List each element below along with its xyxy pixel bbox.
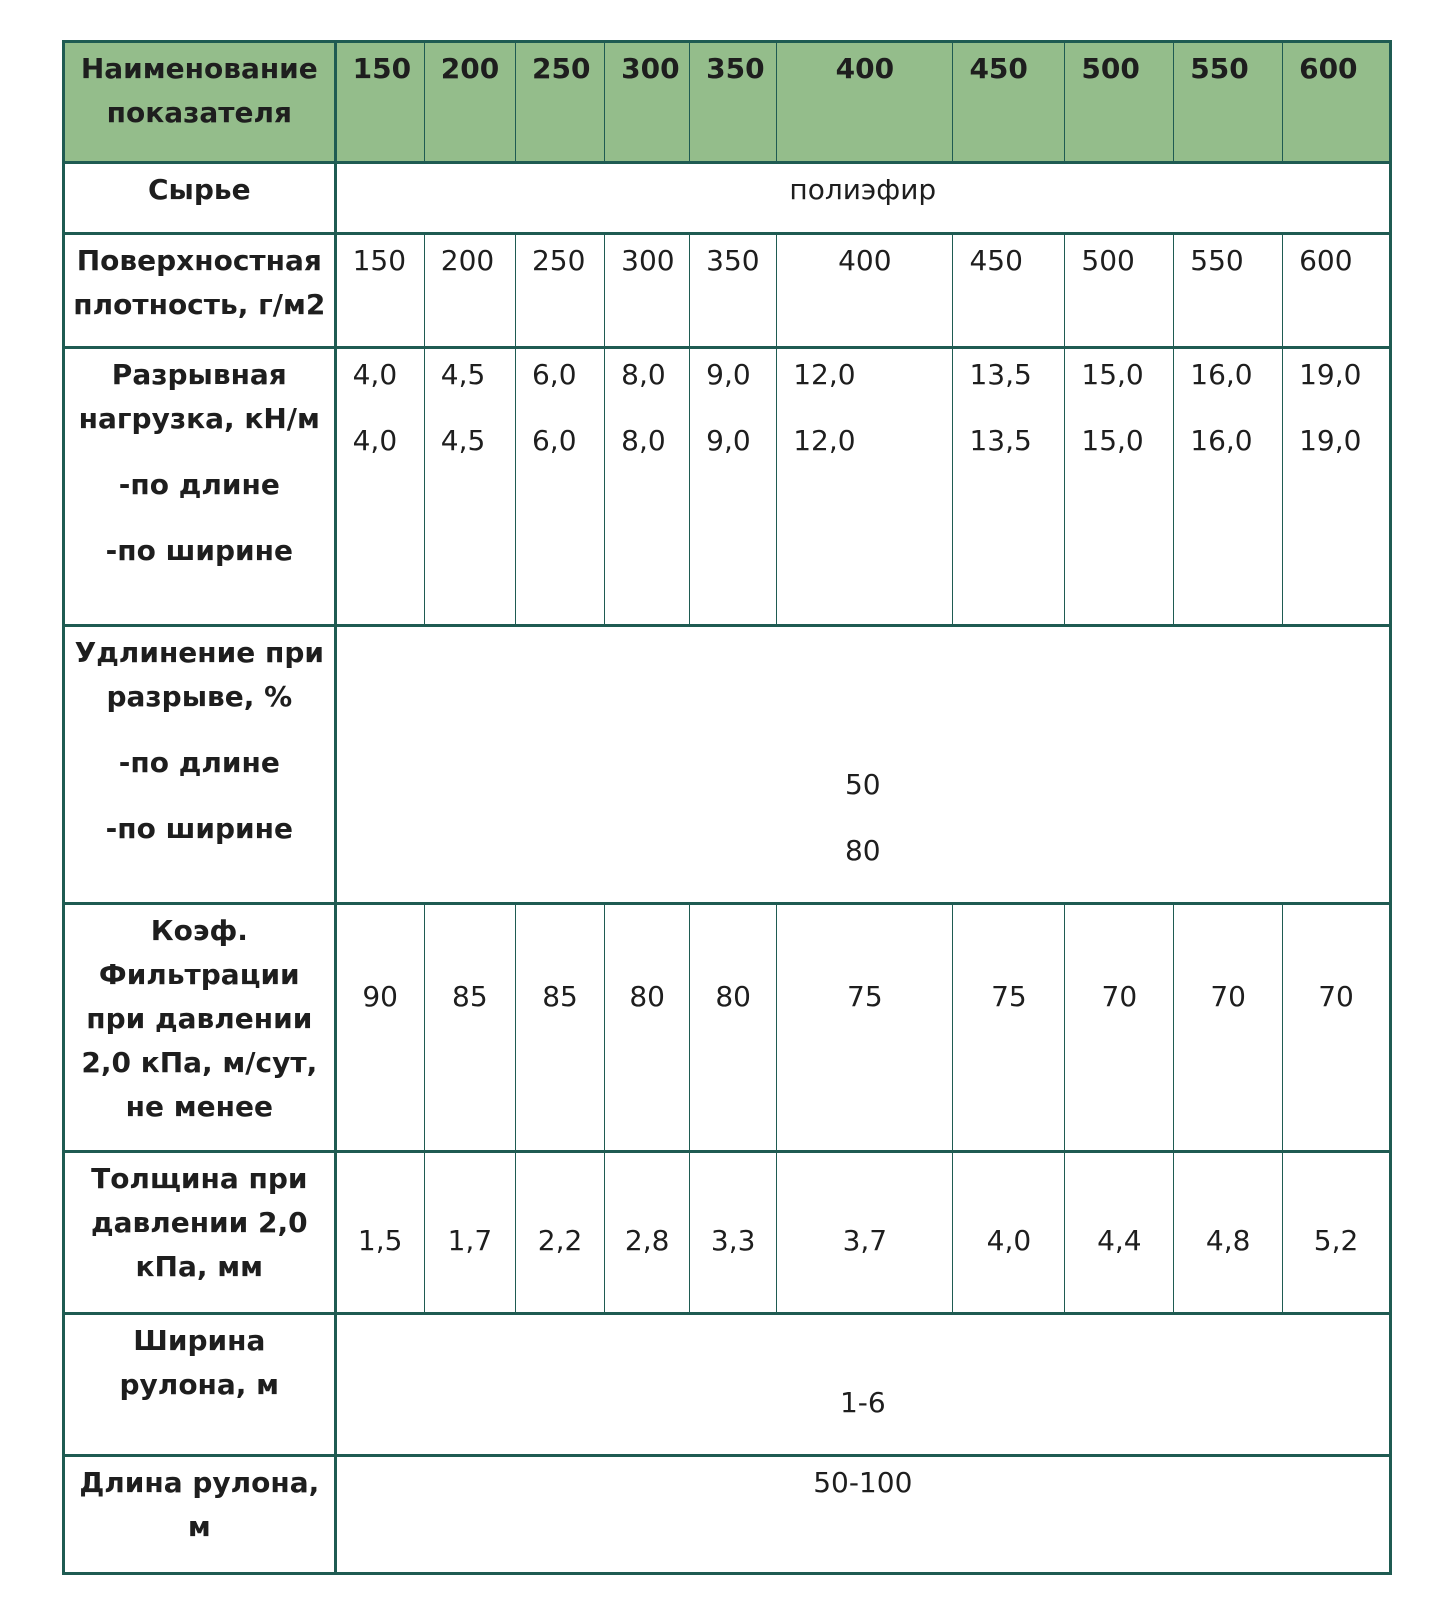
row-breaking-load (64, 348, 1391, 626)
header-label-cell: Наименование показателя (64, 42, 336, 163)
table-cell: 16,0 16,0 (1174, 348, 1283, 626)
table-cell: 9,0 9,0 (690, 348, 777, 626)
header-col: 400 (777, 42, 953, 163)
raw-material-value: полиэфир (335, 163, 1390, 234)
table-cell: 4,0 (953, 1152, 1065, 1314)
row-label: Длина рулона, м (64, 1456, 336, 1574)
roll-width-value: 1-6 (335, 1314, 1390, 1456)
table-cell: 300 (605, 234, 690, 348)
row-roll-length (64, 1456, 1391, 1574)
row-label: Сырье (64, 163, 336, 234)
geotextile-spec-table (62, 40, 1392, 1575)
table-cell: 90 (335, 904, 424, 1152)
table-cell: 70 (1174, 904, 1283, 1152)
table-cell: 80 (605, 904, 690, 1152)
header-col: 600 (1283, 42, 1391, 163)
roll-length-value: 50-100 (335, 1456, 1390, 1574)
elongation-length: 50 (844, 768, 881, 801)
row-surface-density (64, 234, 1391, 348)
header-col: 250 (515, 42, 604, 163)
table-cell: 75 (953, 904, 1065, 1152)
header-row (64, 42, 1391, 163)
header-col: 450 (953, 42, 1065, 163)
table-cell: 600 (1283, 234, 1391, 348)
table-cell: 70 (1283, 904, 1391, 1152)
row-label: Разрывная нагрузка, кН/м -по длине -по ширине (64, 348, 336, 626)
table-cell: 15,0 15,0 (1065, 348, 1174, 626)
table-cell: 3,7 (777, 1152, 953, 1314)
table-cell: 350 (690, 234, 777, 348)
table-cell: 75 (777, 904, 953, 1152)
table-cell: 4,4 (1065, 1152, 1174, 1314)
header-col: 500 (1065, 42, 1174, 163)
header-col: 150 (335, 42, 424, 163)
table-cell: 13,5 13,5 (953, 348, 1065, 626)
table-cell: 550 (1174, 234, 1283, 348)
table-cell: 5,2 (1283, 1152, 1391, 1314)
table-cell: 250 (515, 234, 604, 348)
row-label: Удлинение при разрыве, % -по длине -по ширине (64, 626, 336, 904)
table-cell: 80 (690, 904, 777, 1152)
table-cell: 12,0 12,0 (777, 348, 953, 626)
row-roll-width (64, 1314, 1391, 1456)
table-cell: 200 (424, 234, 515, 348)
table-cell: 4,0 4,0 (335, 348, 424, 626)
table-cell: 2,2 (515, 1152, 604, 1314)
table-cell: 1,7 (424, 1152, 515, 1314)
row-raw-material (64, 163, 1391, 234)
header-col: 200 (424, 42, 515, 163)
table-cell: 2,8 (605, 1152, 690, 1314)
table-cell: 8,0 8,0 (605, 348, 690, 626)
row-label: Коэф. Фильтрации при давлении 2,0 кПа, м/сут, не менее (64, 904, 336, 1152)
table-cell: 150 (335, 234, 424, 348)
header-col: 350 (690, 42, 777, 163)
table-cell: 85 (515, 904, 604, 1152)
elongation-values (335, 626, 1390, 904)
table-cell: 3,3 (690, 1152, 777, 1314)
header-col: 300 (605, 42, 690, 163)
row-label: Толщина при давлении 2,0 кПа, мм (64, 1152, 336, 1314)
row-thickness (64, 1152, 1391, 1314)
table-cell: 400 (777, 234, 953, 348)
elongation-width: 80 (844, 834, 881, 867)
row-label: Поверхностная плотность, г/м2 (64, 234, 336, 348)
header-col: 550 (1174, 42, 1283, 163)
table-cell: 1,5 (335, 1152, 424, 1314)
table-cell: 85 (424, 904, 515, 1152)
table-cell: 500 (1065, 234, 1174, 348)
table-cell: 6,0 6,0 (515, 348, 604, 626)
table-cell: 70 (1065, 904, 1174, 1152)
row-label: Ширина рулона, м (64, 1314, 336, 1456)
table-cell: 450 (953, 234, 1065, 348)
table-cell: 4,5 4,5 (424, 348, 515, 626)
row-filtration (64, 904, 1391, 1152)
row-elongation (64, 626, 1391, 904)
table-cell: 4,8 (1174, 1152, 1283, 1314)
table-cell: 19,0 19,0 (1283, 348, 1391, 626)
